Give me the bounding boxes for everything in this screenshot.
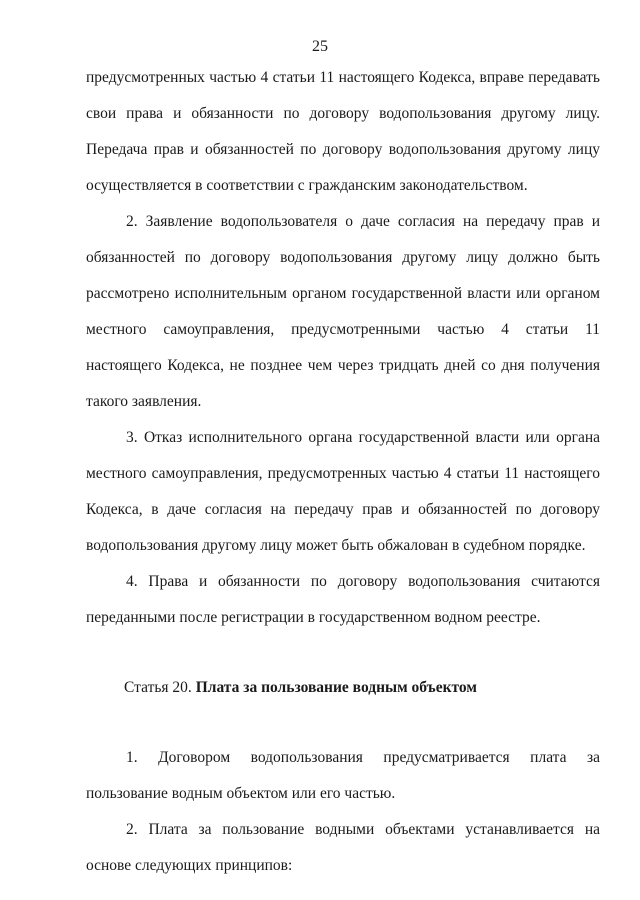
- paragraph-item-4: 4. Права и обязанности по договору водопользования считаются переданными после регистрации в государственном водном реестре.: [86, 573, 600, 626]
- paragraph-item-2: 2. Заявление водопользователя о даче согласия на передачу прав и обязанностей по договору водопользования другому лицу должно быть рассмотрено исполнительным органом государственной власти или органом местного самоуправления, предусмотренными частью 4 статьи 11 настоящего Кодекса, не позднее чем через тридцать дней со дня получения такого заявления.: [86, 213, 600, 410]
- article-title: Плата за пользование водным объектом: [195, 679, 477, 696]
- paragraph-article20-item-1: 1. Договором водопользования предусматривается плата за пользование водным объектом или его частью.: [86, 749, 600, 802]
- article-heading: [86, 670, 600, 706]
- section-gap-2: [86, 706, 600, 740]
- document-body: [86, 60, 600, 884]
- section-gap: [86, 636, 600, 670]
- article-label: Статья 20.: [124, 679, 192, 696]
- paragraph-continuation: предусмотренных частью 4 статьи 11 настоящего Кодекса, вправе передавать свои права и обязанности по договору водопользования другому лицу. Передача прав и обязанностей по договору водопользования другому лицу осуществляется в соответствии с гражданским законодательством.: [86, 69, 600, 194]
- paragraph-article20-item-2: 2. Плата за пользование водными объектами устанавливается на основе следующих принципов:: [86, 821, 600, 874]
- page-number: 25: [312, 38, 328, 55]
- paragraph-item-3: 3. Отказ исполнительного органа государственной власти или органа местного самоуправления, предусмотренных частью 4 статьи 11 настоящего Кодекса, в даче согласия на передачу прав и обязанностей по договору водопользования другому лицу может быть обжалован в судебном порядке.: [86, 429, 600, 554]
